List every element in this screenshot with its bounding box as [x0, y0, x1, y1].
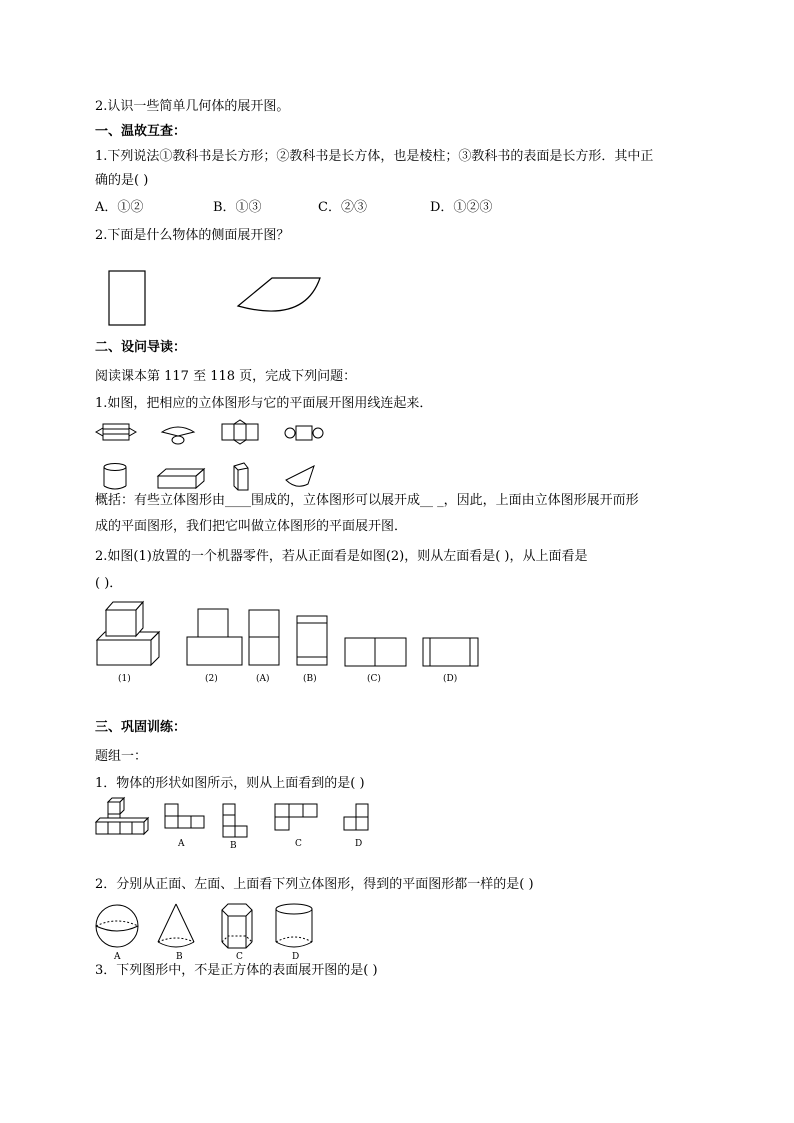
- s1-q1-option-a: A．①②: [95, 200, 144, 215]
- s3-q1: 1．物体的形状如图所示，则从上面看到的是( ): [95, 776, 365, 791]
- figure-label-d: (D): [443, 674, 458, 684]
- triangular-prism-figure: [232, 462, 252, 492]
- cone-figure: [156, 902, 198, 950]
- s1-q1-option-c: C．②③: [318, 200, 367, 215]
- front-view-figure: [186, 608, 244, 668]
- top-view-b-figure: [222, 803, 252, 839]
- s1-q1-option-d: D．①②③: [430, 200, 493, 215]
- q1-label-b: B: [230, 841, 237, 851]
- q2-label-c: C: [236, 952, 243, 962]
- s2-q2-line2: ( )．: [95, 576, 123, 591]
- s2-summary-line1: 概括：有些立体图形由____围成的，立体图形可以展开成__ _，因此，上面由立体图形展开而形: [95, 493, 639, 508]
- option-a-figure: [248, 609, 282, 667]
- figure-label-1: (1): [118, 674, 131, 684]
- cylinder-net-figure: [94, 420, 140, 446]
- s2-q1: 1.如图，把相应的立体图形与它的平面展开图用线连起来．: [95, 396, 433, 411]
- s2-q2-line1: 2.如图(1)放置的一个机器零件，若从正面看是如图(2)，则从左面看是( )，从上面看是: [95, 549, 588, 564]
- cone-solid-figure: [282, 464, 318, 490]
- top-view-d-figure: [343, 803, 373, 833]
- s2-summary-line2: 成的平面图形，我们把它叫做立体图形的平面展开图．: [95, 519, 408, 534]
- top-view-a-figure: [164, 803, 208, 829]
- cylinder-solid-figure: [102, 462, 130, 492]
- s2-reading: 阅读课本第 117 至 118 页，完成下列问题：: [95, 369, 357, 384]
- cube-stack-figure: [94, 800, 152, 838]
- figure-label-b: (B): [303, 674, 317, 684]
- s1-q1-line2: 确的是( ): [95, 173, 149, 188]
- q2-label-a: A: [114, 952, 121, 962]
- sector-net-figure: [234, 276, 324, 322]
- machine-part-3d-figure: [96, 600, 162, 668]
- section2-heading: 二、设问导读：: [95, 340, 187, 355]
- section1-heading: 一、温故互查：: [95, 124, 187, 139]
- cuboid-solid-figure: [156, 466, 206, 490]
- option-c-figure: [344, 637, 408, 667]
- cylinder-net-figure-2: [284, 422, 324, 444]
- figure-label-c: (C): [367, 674, 381, 684]
- s3-group: 题组一：: [95, 749, 148, 764]
- intro-line: 2.认识一些简单几何体的展开图。: [95, 99, 290, 114]
- cylinder-figure: [274, 902, 316, 950]
- figure-label-2: (2): [205, 674, 218, 684]
- figure-label-a: (A): [256, 674, 270, 684]
- section3-heading: 三、巩固训练：: [95, 720, 187, 735]
- sphere-figure: [95, 902, 141, 950]
- prism-net-figure: [220, 420, 262, 446]
- q1-label-a: A: [178, 839, 185, 849]
- s1-q1-line1: 1.下列说法①教科书是长方形；②教科书是长方体，也是棱柱；③教科书的表面是长方形．其中正: [95, 149, 654, 164]
- s1-q1-option-b: B．①③: [213, 200, 262, 215]
- s3-q2: 2．分别从正面、左面、上面看下列立体图形，得到的平面图形都一样的是( ): [95, 877, 534, 892]
- hexagonal-prism-figure: [218, 902, 258, 950]
- q1-label-d: D: [355, 839, 363, 849]
- q2-label-d: D: [292, 952, 300, 962]
- s1-q2: 2.下面是什么物体的侧面展开图？: [95, 228, 290, 243]
- rectangle-net-figure: [108, 270, 148, 327]
- q2-label-b: B: [176, 952, 183, 962]
- cone-net-figure: [160, 422, 198, 446]
- option-b-figure: [296, 615, 330, 667]
- option-d-figure: [422, 637, 480, 667]
- s3-q3: 3．下列图形中，不是正方体的表面展开图的是( ): [95, 963, 378, 978]
- q1-label-c: C: [295, 839, 302, 849]
- top-view-c-figure: [274, 803, 320, 831]
